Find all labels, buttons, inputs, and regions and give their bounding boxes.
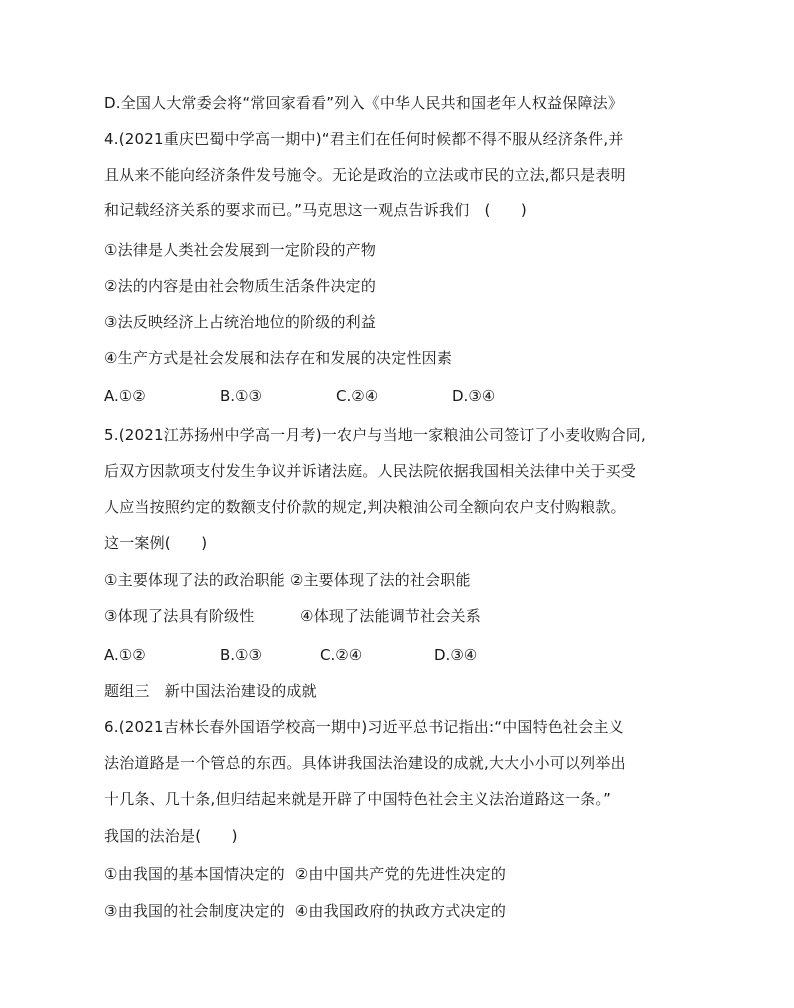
q5-stem-line-3: 人应当按照约定的数额支付价款的规定,判决粮油公司全额向农户支付购粮款。 xyxy=(104,498,626,516)
q4-statement-4: ④生产方式是社会发展和法存在和发展的决定性因素 xyxy=(104,349,453,367)
q4-statement-2: ②法的内容是由社会物质生活条件决定的 xyxy=(104,277,377,295)
q4-stem-line-3: 和记载经济关系的要求而已。”马克思这一观点告诉我们 ( ) xyxy=(104,201,527,219)
section-title: 题组三 新中国法治建设的成就 xyxy=(104,682,317,700)
q5-option-c[interactable]: C.②④ xyxy=(320,646,363,664)
q5-stem-line-2: 后双方因款项支付发生争议并诉诸法庭。人民法院依据我国相关法律中关于买受 xyxy=(104,462,637,480)
q5-statement-1: ①主要体现了法的政治职能 ②主要体现了法的社会职能 xyxy=(104,571,471,589)
q5-stem-line-4: 这一案例( ) xyxy=(104,534,208,552)
q6-statement-1: ①由我国的基本国情决定的 ②由中国共产党的先进性决定的 xyxy=(104,865,507,883)
q4-statement-1: ①法律是人类社会发展到一定阶段的产物 xyxy=(104,241,377,259)
q6-statement-2: ③由我国的社会制度决定的 ④由我国政府的执政方式决定的 xyxy=(104,902,507,920)
q5-option-d[interactable]: D.③④ xyxy=(434,646,478,664)
q5-statement-2: ③体现了法具有阶级性 ④体现了法能调节社会关系 xyxy=(104,607,481,625)
q5-option-a[interactable]: A.①② xyxy=(104,646,146,664)
q5-stem-line-1: 5.(2021江苏扬州中学高一月考)一农户与当地一家粮油公司签订了小麦收购合同, xyxy=(104,426,646,444)
q4-stem-line-2: 且从来不能向经济条件发号施令。无论是政治的立法或市民的立法,都只是表明 xyxy=(104,166,626,184)
q4-option-c[interactable]: C.②④ xyxy=(336,387,379,405)
q6-stem-line-2: 法治道路是一个管总的东西。具体讲我国法治建设的成就,大大小小可以列举出 xyxy=(104,754,626,772)
q4-statement-3: ③法反映经济上占统治地位的阶级的利益 xyxy=(104,313,377,331)
q4-option-b[interactable]: B.①③ xyxy=(220,387,262,405)
q6-stem-line-1: 6.(2021吉林长春外国语学校高一期中)习近平总书记指出:“中国特色社会主义 xyxy=(104,718,624,736)
q4-option-d[interactable]: D.③④ xyxy=(452,387,496,405)
q5-option-b[interactable]: B.①③ xyxy=(220,646,262,664)
q6-stem-line-3: 十几条、几十条,但归结起来就是开辟了中国特色社会主义法治道路这一条。” xyxy=(104,790,612,808)
q6-stem-line-4: 我国的法治是( ) xyxy=(104,827,238,845)
q3-option-d: D.全国人大常委会将“常回家看看”列入《中华人民共和国老年人权益保障法》 xyxy=(104,94,624,112)
q4-stem-line-1: 4.(2021重庆巴蜀中学高一期中)“君主们在任何时候都不得不服从经济条件,并 xyxy=(104,130,624,148)
q4-option-a[interactable]: A.①② xyxy=(104,387,146,405)
